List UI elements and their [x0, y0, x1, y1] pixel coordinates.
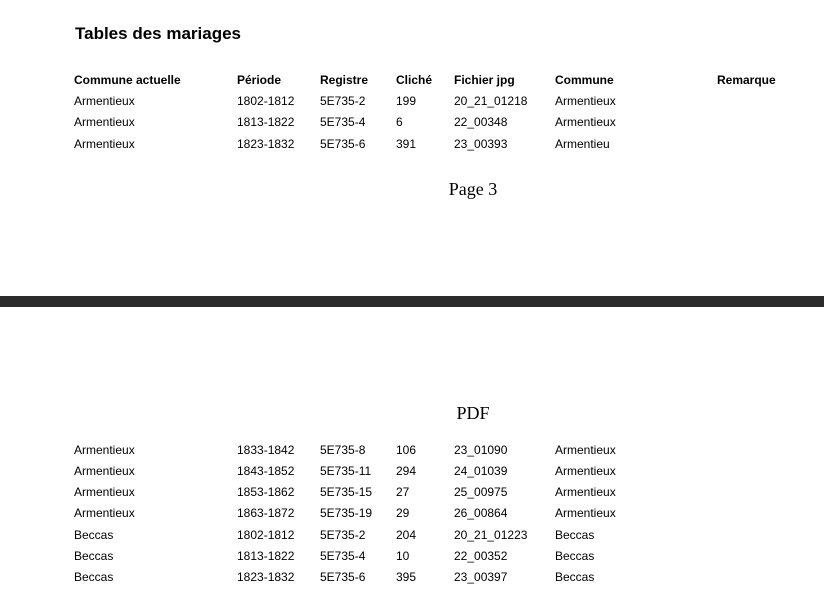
cell-commune: Beccas [555, 549, 595, 563]
cell-periode: 1823-1832 [237, 137, 295, 151]
page-number-label: Page 3 [448, 179, 498, 199]
cell-cliche: 10 [396, 549, 410, 563]
cell-registre: 5E735-8 [320, 443, 366, 457]
cell-cliche: 391 [396, 137, 417, 151]
cell-fichier-jpg: 23_00397 [454, 570, 508, 584]
table-row [0, 504, 824, 522]
cell-registre: 5E735-4 [320, 549, 366, 563]
table-row [0, 135, 824, 153]
cell-periode: 1833-1842 [237, 443, 295, 457]
column-header-remarque: Remarque [717, 73, 776, 87]
cell-cliche: 27 [396, 485, 410, 499]
cell-registre: 5E735-6 [320, 137, 366, 151]
table-row [0, 92, 824, 110]
cell-commune: Armentieux [555, 443, 616, 457]
cell-fichier-jpg: 23_01090 [454, 443, 508, 457]
pdf-label: PDF [456, 403, 490, 423]
cell-cliche: 106 [396, 443, 417, 457]
cell-commune: Armentieux [555, 506, 616, 520]
cell-fichier-jpg: 26_00864 [454, 506, 508, 520]
table-row [0, 462, 824, 480]
cell-commune-actuelle: Armentieux [74, 137, 135, 151]
cell-periode: 1802-1812 [237, 94, 295, 108]
cell-cliche: 29 [396, 506, 410, 520]
document-page-bottom [0, 307, 824, 590]
column-header-commune: Commune [555, 73, 614, 87]
table-row [0, 526, 824, 544]
cell-commune-actuelle: Armentieux [74, 115, 135, 129]
cell-commune: Armentieux [555, 115, 616, 129]
table-row [0, 113, 824, 131]
column-header-registre: Registre [320, 73, 369, 87]
cell-registre: 5E735-11 [320, 464, 372, 478]
cell-commune-actuelle: Beccas [74, 570, 114, 584]
cell-fichier-jpg: 20_21_01218 [454, 94, 528, 108]
cell-fichier-jpg: 24_01039 [454, 464, 508, 478]
cell-registre: 5E735-15 [320, 485, 373, 499]
cell-commune-actuelle: Armentieux [74, 443, 135, 457]
cell-commune: Armentieux [555, 94, 616, 108]
page-separator [0, 296, 824, 307]
cell-commune-actuelle: Beccas [74, 549, 114, 563]
cell-commune-actuelle: Armentieux [74, 485, 135, 499]
table-row [0, 568, 824, 586]
cell-periode: 1813-1822 [237, 115, 295, 129]
cell-commune: Beccas [555, 528, 595, 542]
cell-periode: 1802-1812 [237, 528, 295, 542]
column-header-fichier-jpg: Fichier jpg [454, 73, 515, 87]
cell-registre: 5E735-6 [320, 570, 366, 584]
cell-commune-actuelle: Armentieux [74, 94, 135, 108]
cell-registre: 5E735-19 [320, 506, 373, 520]
cell-commune-actuelle: Beccas [74, 528, 114, 542]
cell-cliche: 294 [396, 464, 417, 478]
table-header-row [0, 71, 824, 89]
cell-registre: 5E735-2 [320, 94, 366, 108]
cell-cliche: 395 [396, 570, 417, 584]
column-header-periode: Période [237, 73, 282, 87]
cell-registre: 5E735-2 [320, 528, 366, 542]
table-row [0, 547, 824, 565]
cell-fichier-jpg: 22_00352 [454, 549, 508, 563]
cell-cliche: 199 [396, 94, 417, 108]
cell-commune: Beccas [555, 570, 595, 584]
cell-commune-actuelle: Armentieux [74, 464, 135, 478]
column-header-cliche: Cliché [396, 73, 433, 87]
cell-periode: 1853-1862 [237, 485, 295, 499]
cell-periode: 1823-1832 [237, 570, 295, 584]
cell-fichier-jpg: 22_00348 [454, 115, 508, 129]
column-header-commune-actuelle: Commune actuelle [74, 73, 181, 87]
cell-fichier-jpg: 23_00393 [454, 137, 508, 151]
document-title: Tables des mariages [75, 24, 241, 43]
cell-fichier-jpg: 25_00975 [454, 485, 508, 499]
table-row [0, 483, 824, 501]
cell-commune-actuelle: Armentieux [74, 506, 135, 520]
cell-commune: Armentieux [555, 485, 616, 499]
cell-cliche: 6 [396, 115, 403, 129]
cell-commune: Armentieux [555, 464, 616, 478]
cell-periode: 1843-1852 [237, 464, 295, 478]
cell-cliche: 204 [396, 528, 417, 542]
cell-fichier-jpg: 20_21_01223 [454, 528, 528, 542]
cell-periode: 1863-1872 [237, 506, 295, 520]
cell-registre: 5E735-4 [320, 115, 366, 129]
cell-periode: 1813-1822 [237, 549, 295, 563]
table-row [0, 441, 824, 459]
cell-commune: Armentieu [555, 137, 610, 151]
